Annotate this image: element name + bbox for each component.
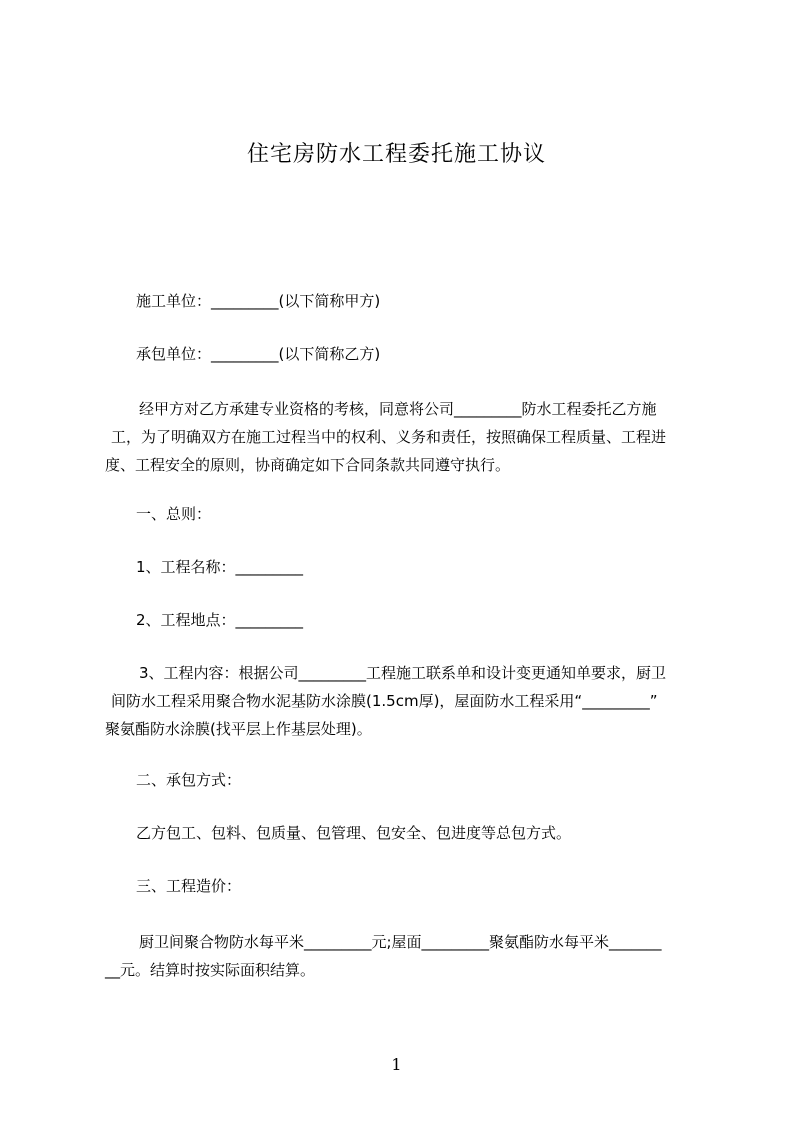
item-1-project-name: 1、工程名称：_________ bbox=[136, 558, 304, 576]
intro-line: 工，为了明确双方在施工过程当中的权利、义务和责任，按照确保工程质量、工程进 bbox=[111, 428, 667, 446]
intro-line: 经甲方对乙方承建专业资格的考核，同意将公司_________防水工程委托乙方施 bbox=[139, 400, 657, 418]
section-2-text: 乙方包工、包料、包质量、包管理、包安全、包进度等总包方式。 bbox=[136, 824, 572, 842]
section-3-heading: 三、工程造价： bbox=[136, 877, 242, 895]
item-3-line: 间防水工程采用聚合物水泥基防水涂膜(1.5cm厚)，屋面防水工程采用“_________” bbox=[111, 692, 658, 710]
item-2-project-location: 2、工程地点：_________ bbox=[136, 611, 304, 629]
item-3-line: 聚氨酯防水涂膜(找平层上作基层处理)。 bbox=[105, 720, 372, 738]
page-number: 1 bbox=[391, 1055, 402, 1074]
party-b-line: 承包单位：_________(以下简称乙方) bbox=[136, 345, 381, 363]
section-3-line: 厨卫间聚合物防水每平米_________元;屋面_________聚氨酯防水每平米_______ bbox=[139, 933, 662, 951]
section-1-heading: 一、总则： bbox=[136, 505, 212, 523]
section-3-paragraph bbox=[105, 928, 703, 984]
item-3-project-content bbox=[105, 659, 703, 743]
document-title: 住宅房防水工程委托施工协议 bbox=[246, 142, 546, 167]
item-3-line: 3、工程内容：根据公司_________工程施工联系单和设计变更通知单要求，厨卫 bbox=[139, 664, 667, 682]
intro-paragraph bbox=[105, 395, 703, 479]
party-a-line: 施工单位：_________(以下简称甲方) bbox=[136, 292, 381, 310]
section-3-line: __元。结算时按实际面积结算。 bbox=[105, 961, 316, 979]
section-2-heading: 二、承包方式： bbox=[136, 771, 242, 789]
intro-line: 度、工程安全的原则，协商确定如下合同条款共同遵守执行。 bbox=[105, 456, 511, 474]
